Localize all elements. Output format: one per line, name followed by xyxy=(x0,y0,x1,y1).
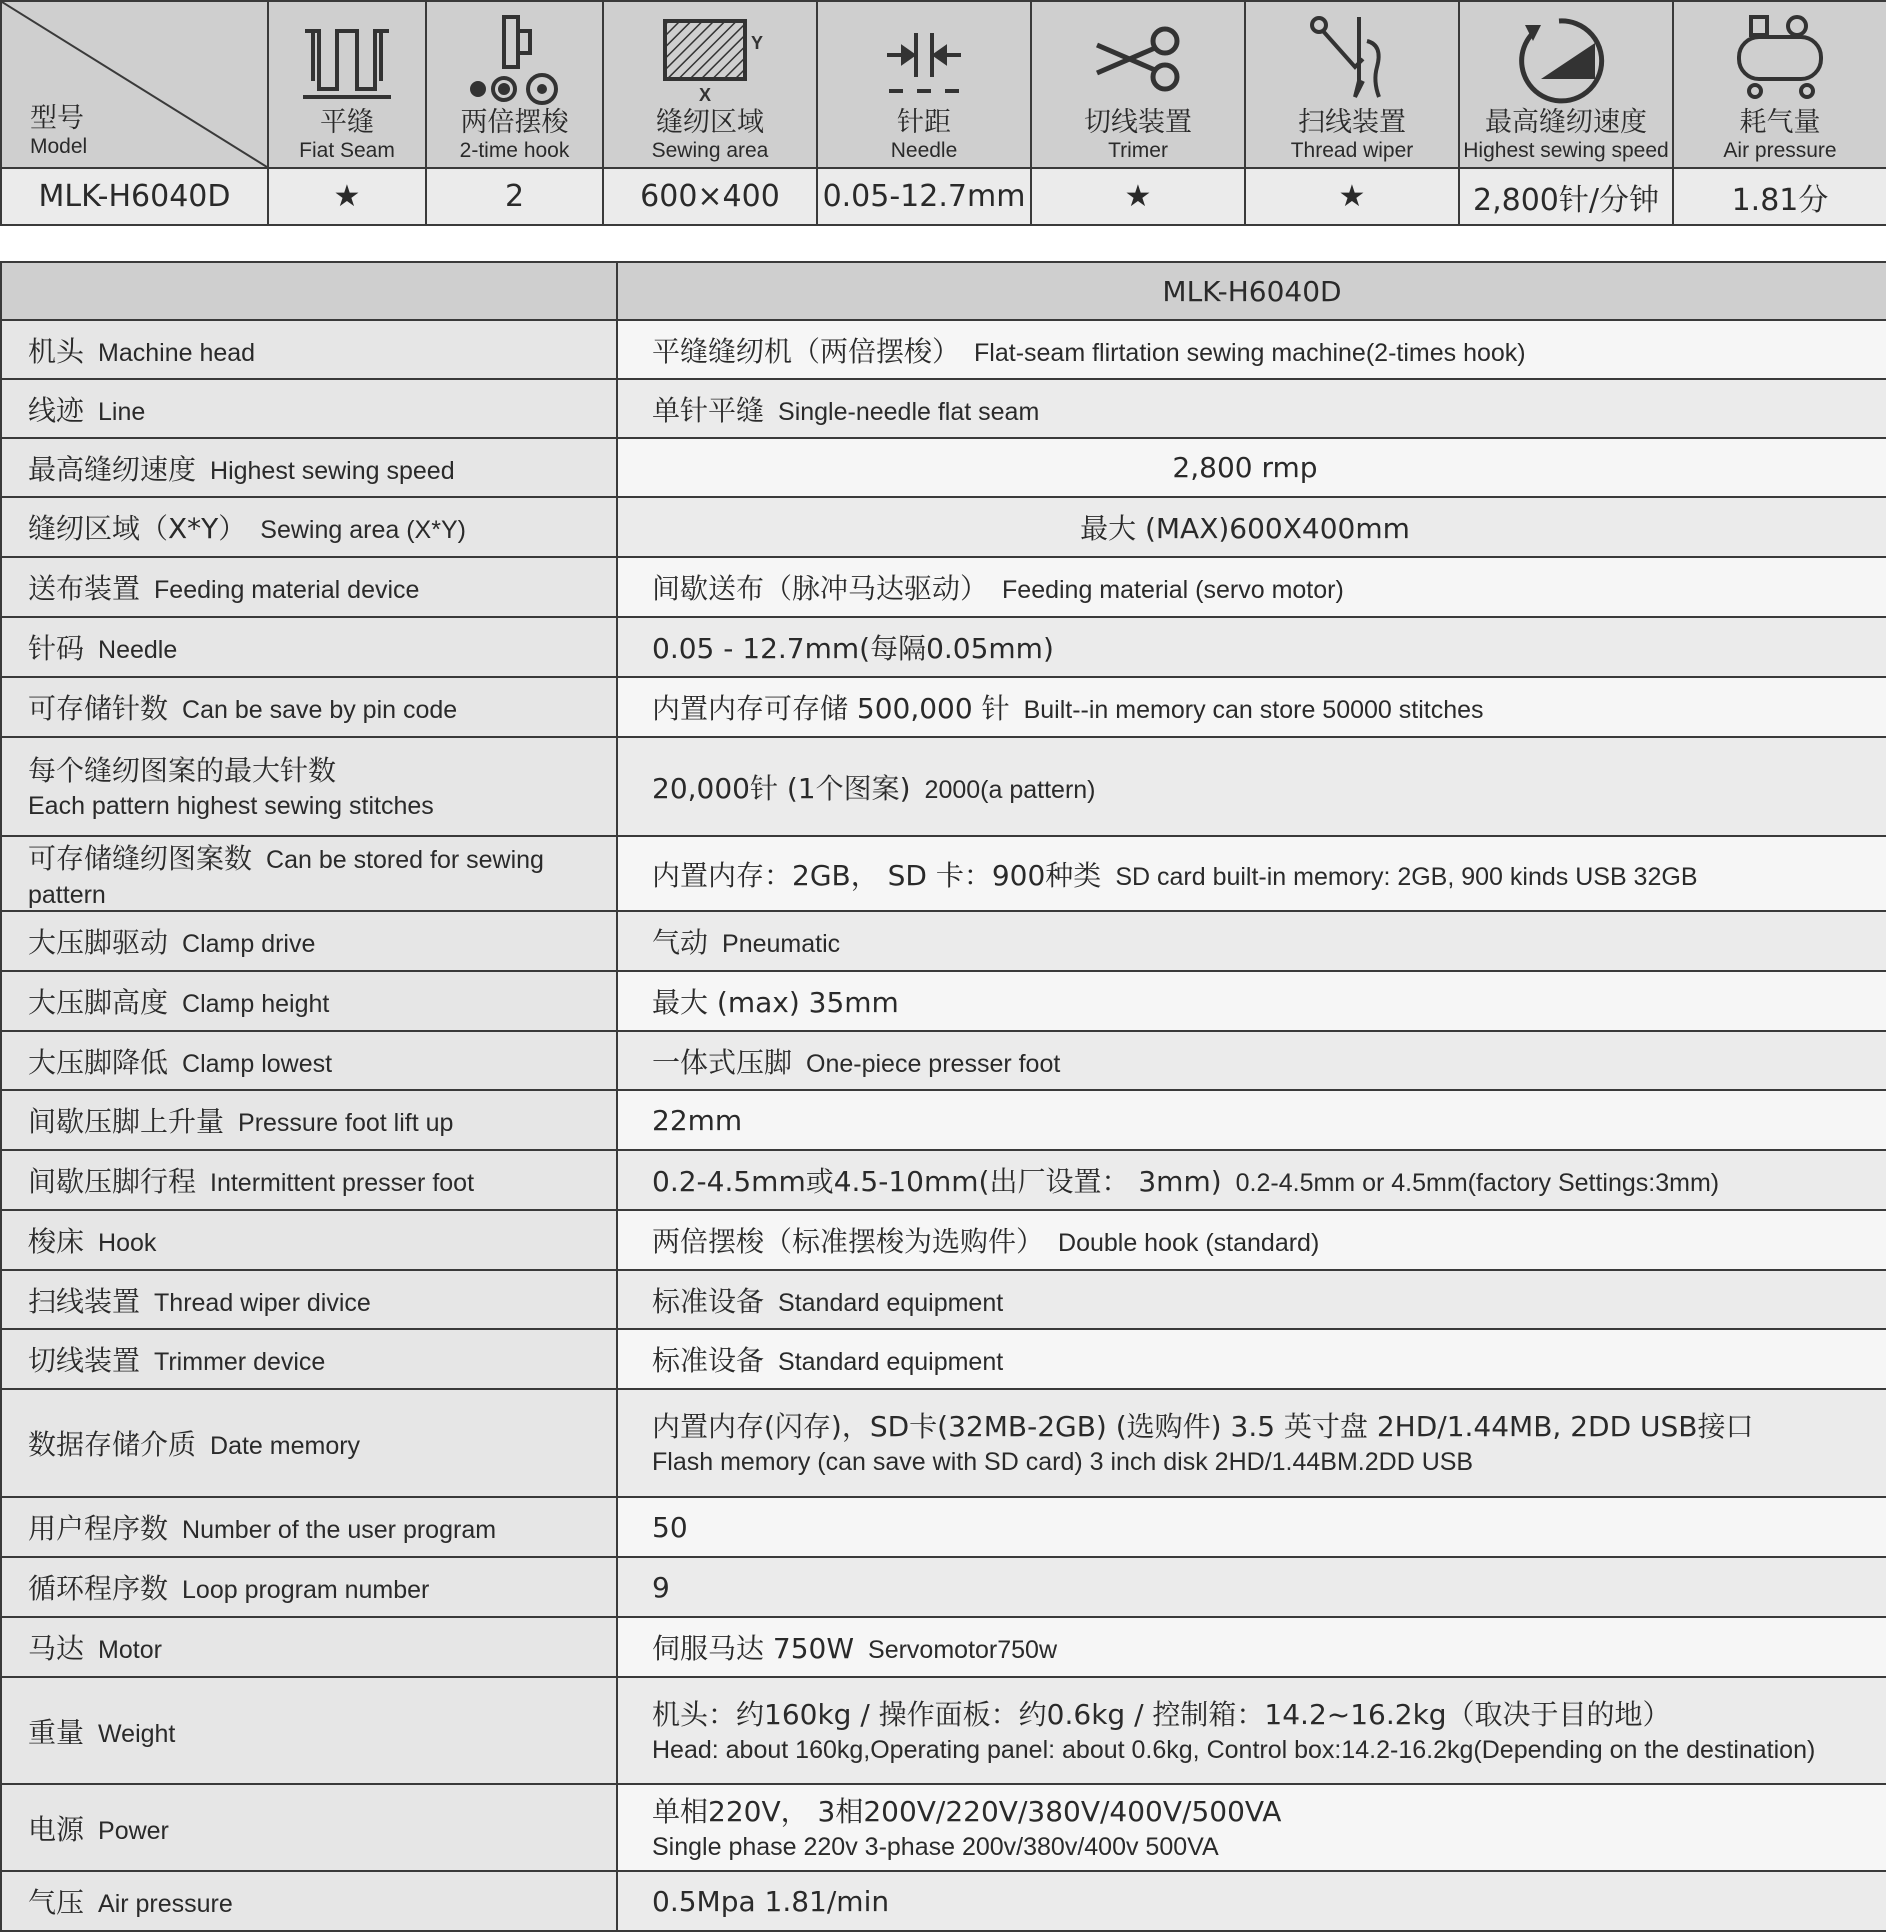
feature-cn: 耗气量 xyxy=(1739,107,1821,138)
spec-label-en: Each pattern highest sewing stitches xyxy=(28,791,434,820)
spec-value-en: Double hook (standard) xyxy=(1058,1229,1320,1257)
model-header-cell xyxy=(1,1,268,168)
spec-value-cell xyxy=(617,1150,1886,1210)
spec-label-cn: 送布装置 xyxy=(28,572,141,605)
spec-header-blank xyxy=(1,262,617,320)
spec-label-en: Can be save by pin code xyxy=(182,696,458,724)
spec-label-cn: 梭床 xyxy=(28,1225,85,1258)
spec-label-cn: 间歇压脚行程 xyxy=(28,1165,197,1198)
speed-gauge-icon xyxy=(1511,11,1621,107)
spec-label-cell xyxy=(1,911,617,971)
spec-value-cell xyxy=(617,497,1886,557)
feature-cn: 两倍摆梭 xyxy=(460,107,569,138)
scissors-icon xyxy=(1083,11,1193,107)
feature-en: Thread wiper xyxy=(1290,139,1414,162)
spec-label-cn: 针码 xyxy=(28,632,85,665)
model-label-cn: 型号 xyxy=(30,103,84,134)
spec-value-cn: 伺服马达 750W xyxy=(652,1632,855,1665)
spec-label-en: Weight xyxy=(98,1719,176,1748)
feature-en: 2-time hook xyxy=(459,139,570,162)
spec-label-en: Sewing area (X*Y) xyxy=(260,516,466,544)
spec-label-cell xyxy=(1,557,617,617)
spec-label-cn: 可存储缝纫图案数 xyxy=(28,842,253,875)
spec-row xyxy=(1,438,1886,497)
spec-label-cn: 大压脚驱动 xyxy=(28,926,169,959)
feature-header-sewing-area xyxy=(603,1,817,168)
spec-table xyxy=(0,261,1886,1932)
feature-en: Trimer xyxy=(1108,139,1168,162)
spec-value-en: Standard equipment xyxy=(778,1348,1004,1376)
spec-label-cell xyxy=(1,1871,617,1931)
spec-label-en: Thread wiper divice xyxy=(154,1288,371,1317)
spec-value-cn: 气动 xyxy=(652,926,709,959)
spec-label-cn: 大压脚降低 xyxy=(28,1045,169,1079)
feature-cn: 扫线装置 xyxy=(1298,107,1406,138)
spec-row xyxy=(1,1617,1886,1677)
spec-label-en: Hook xyxy=(98,1229,157,1257)
air-compressor-icon xyxy=(1725,11,1835,107)
feature-header-flat-seam xyxy=(268,1,426,168)
spec-value-cell xyxy=(617,557,1886,617)
model-value: MLK-H6040D xyxy=(1,168,268,225)
spec-row xyxy=(1,1557,1886,1617)
spec-row xyxy=(1,1389,1886,1497)
spec-value-cell xyxy=(617,1210,1886,1270)
spec-value-cn: 标准设备 xyxy=(652,1284,765,1318)
spec-value-en: Single phase 220v 3-phase 200v/380v/400v 500VA xyxy=(652,1832,1219,1861)
spec-value-cn: 9 xyxy=(652,1570,670,1604)
spec-row xyxy=(1,836,1886,911)
spec-label-cn: 电源 xyxy=(28,1812,85,1846)
spec-value-cell xyxy=(617,971,1886,1031)
spec-value-cell xyxy=(617,911,1886,971)
spec-label-en: Trimmer device xyxy=(154,1348,326,1376)
spec-value-cn: 50 xyxy=(652,1510,688,1544)
spec-value-cn: 一体式压脚 xyxy=(652,1045,793,1079)
spec-value-en: 2000(a pattern) xyxy=(924,775,1096,804)
spec-label-en: Machine head xyxy=(98,338,256,367)
spec-label-en: Intermittent presser foot xyxy=(210,1169,475,1197)
feature-value: 2 xyxy=(426,168,603,225)
flat-seam-icon xyxy=(297,11,397,107)
spec-label-en: Clamp lowest xyxy=(182,1049,333,1078)
thread-wiper-icon xyxy=(1297,11,1407,107)
feature-cn: 针距 xyxy=(897,107,951,138)
spec-label-cell xyxy=(1,1150,617,1210)
spec-row xyxy=(1,971,1886,1031)
spec-value-cell xyxy=(617,737,1886,836)
spec-label-cn: 缝纫区域（X*Y） xyxy=(28,512,247,545)
feature-en: Air pressure xyxy=(1723,139,1837,162)
spec-label-en: Motor xyxy=(98,1636,162,1664)
spec-row xyxy=(1,1784,1886,1871)
spec-value-en: One-piece presser foot xyxy=(806,1049,1061,1078)
feature-value: 2,800针/分钟 xyxy=(1459,168,1673,225)
spec-value-cell xyxy=(617,1497,1886,1557)
spec-row xyxy=(1,1090,1886,1150)
spec-label-cn: 扫线装置 xyxy=(28,1284,141,1318)
spec-label-cn: 可存储针数 xyxy=(28,692,169,725)
spec-label-cell xyxy=(1,677,617,737)
spec-value-cn: 内置内存可存储 500,000 针 xyxy=(652,692,1010,725)
feature-value: ★ xyxy=(1245,168,1459,225)
spec-label-cell xyxy=(1,1557,617,1617)
spec-value-cn: 两倍摆梭（标准摆梭为选购件） xyxy=(652,1225,1045,1258)
spec-value-cn: 最大 (max) 35mm xyxy=(652,986,899,1019)
spec-row xyxy=(1,497,1886,557)
spec-label-cell xyxy=(1,1329,617,1389)
spec-value-cell xyxy=(617,438,1886,497)
spec-value-cell xyxy=(617,1617,1886,1677)
spec-label-cn: 大压脚高度 xyxy=(28,986,169,1019)
spec-row xyxy=(1,677,1886,737)
spec-value-en: 0.2-4.5mm or 4.5mm(factory Settings:3mm) xyxy=(1235,1169,1720,1197)
feature-en: Needle xyxy=(890,139,958,162)
feature-cn: 切线装置 xyxy=(1084,107,1192,138)
spec-label-cell xyxy=(1,1497,617,1557)
spec-value-cell xyxy=(617,320,1886,379)
spec-value-cn: 0.5Mpa 1.81/min xyxy=(652,1884,890,1918)
spec-label-cell xyxy=(1,1617,617,1677)
spec-label-en: Can be stored for sewing pattern xyxy=(28,846,544,909)
spec-label-en: Loop program number xyxy=(182,1576,430,1604)
spec-label-en: Power xyxy=(98,1816,169,1845)
spec-label-cn: 机头 xyxy=(28,334,85,368)
spec-value-cell xyxy=(617,1329,1886,1389)
spec-value-en: Flat-seam flirtation sewing machine(2-times hook) xyxy=(974,338,1526,367)
spec-value-en: Flash memory (can save with SD card) 3 inch disk 2HD/1.44BM.2DD USB xyxy=(652,1448,1474,1476)
feature-value: 0.05-12.7mm xyxy=(817,168,1031,225)
spec-row xyxy=(1,1270,1886,1329)
spec-label-en: Pressure foot lift up xyxy=(238,1109,454,1137)
spec-value-en: Single-needle flat seam xyxy=(778,397,1040,426)
spec-value-cell xyxy=(617,1270,1886,1329)
spec-row xyxy=(1,617,1886,677)
spec-value-en: Servomotor750w xyxy=(868,1636,1058,1664)
spec-value-en: SD card built-in memory: 2GB, 900 kinds USB 32GB xyxy=(1115,862,1698,891)
spec-value-en: Standard equipment xyxy=(778,1288,1004,1317)
feature-header-thread-wiper xyxy=(1245,1,1459,168)
spec-row xyxy=(1,557,1886,617)
spec-row xyxy=(1,1031,1886,1090)
feature-header-air xyxy=(1673,1,1886,168)
spec-value-cn: 内置内存(闪存)，SD卡(32MB-2GB) (选购件) 3.5 英寸盘 2HD/1.44MB, 2DD USB接口 xyxy=(652,1410,1754,1443)
spec-label-en: Air pressure xyxy=(98,1890,233,1918)
spec-label-cn: 循环程序数 xyxy=(28,1572,169,1605)
feature-value: ★ xyxy=(268,168,426,225)
feature-en: Sewing area xyxy=(651,139,769,162)
spec-value-cn: 2,800 rmp xyxy=(1172,451,1318,484)
spec-value-en: Pneumatic xyxy=(722,930,841,958)
spec-label-en: Line xyxy=(98,397,146,426)
spec-label-cell xyxy=(1,1677,617,1784)
spec-label-cell xyxy=(1,497,617,557)
spec-value-cn: 0.05 - 12.7mm(每隔0.05mm) xyxy=(652,632,1054,665)
spec-label-en: Feeding material device xyxy=(154,576,420,604)
spec-row xyxy=(1,737,1886,836)
spec-label-cell xyxy=(1,1090,617,1150)
spec-label-cell xyxy=(1,1270,617,1329)
feature-en: Fiat Seam xyxy=(299,139,395,162)
spec-label-cn: 马达 xyxy=(28,1632,85,1665)
spec-value-cell xyxy=(617,617,1886,677)
spec-value-cell xyxy=(617,1784,1886,1871)
feature-header-hook xyxy=(426,1,603,168)
spec-label-cell xyxy=(1,617,617,677)
spec-row xyxy=(1,379,1886,438)
spec-label-cell xyxy=(1,320,617,379)
feature-en: Highest sewing speed xyxy=(1463,139,1669,162)
spec-header-model: MLK-H6040D xyxy=(617,262,1886,320)
spec-row xyxy=(1,1150,1886,1210)
spec-value-cell xyxy=(617,836,1886,911)
spec-row xyxy=(1,1210,1886,1270)
spec-label-cn: 用户程序数 xyxy=(28,1512,169,1545)
spec-value-cn: 最大 (MAX)600X400mm xyxy=(1080,512,1410,545)
feature-value: ★ xyxy=(1031,168,1245,225)
spec-label-cn: 重量 xyxy=(28,1715,85,1749)
spec-label-cn: 最高缝纫速度 xyxy=(28,452,197,486)
spec-value-cn: 22mm xyxy=(652,1103,743,1137)
sewing-area-icon xyxy=(655,11,765,107)
spec-value-cn: 单相220V， 3相200V/220V/380V/400V/500VA xyxy=(652,1794,1282,1828)
spec-label-cn: 数据存储介质 xyxy=(28,1428,197,1461)
feature-cn: 最高缝纫速度 xyxy=(1485,107,1647,138)
spec-row xyxy=(1,320,1886,379)
spec-label-cell xyxy=(1,1389,617,1497)
spec-label-en: Clamp height xyxy=(182,990,330,1018)
spec-label-cell xyxy=(1,737,617,836)
feature-value: 600×400 xyxy=(603,168,817,225)
spec-value-cn: 内置内存：2GB， SD 卡：900种类 xyxy=(652,858,1102,892)
feature-header-trimmer xyxy=(1031,1,1245,168)
spec-row xyxy=(1,1677,1886,1784)
spec-label-en: Clamp drive xyxy=(182,930,316,958)
feature-header-speed xyxy=(1459,1,1673,168)
spec-row xyxy=(1,1871,1886,1931)
spec-value-cell xyxy=(617,1031,1886,1090)
spec-value-en: Feeding material (servo motor) xyxy=(1002,576,1344,604)
needle-pitch-icon xyxy=(869,11,979,107)
spec-label-cn: 每个缝纫图案的最大针数 xyxy=(28,753,337,787)
spec-label-cn: 气压 xyxy=(28,1886,85,1919)
spec-row xyxy=(1,911,1886,971)
spec-value-cn: 间歇送布（脉冲马达驱动） xyxy=(652,572,989,605)
spec-value-cn: 机头：约160kg / 操作面板：约0.6kg / 控制箱：14.2~16.2kg（取决于目的地） xyxy=(652,1697,1671,1731)
spec-value-cell xyxy=(617,379,1886,438)
svg-text:X: X xyxy=(699,85,712,105)
spec-value-cn: 0.2-4.5mm或4.5-10mm(出厂设置： 3mm) xyxy=(652,1165,1222,1198)
spec-value-cn: 20,000针 (1个图案) xyxy=(652,771,911,805)
spec-value-cell xyxy=(617,1871,1886,1931)
spec-label-cell xyxy=(1,1784,617,1871)
spec-label-en: Highest sewing speed xyxy=(210,456,455,485)
hook-icon xyxy=(460,11,570,107)
spec-label-cell xyxy=(1,438,617,497)
spec-row xyxy=(1,1497,1886,1557)
feature-summary-table xyxy=(0,0,1886,226)
spec-value-cn: 单针平缝 xyxy=(652,393,765,427)
spec-label-cell xyxy=(1,1031,617,1090)
spec-label-en: Date memory xyxy=(210,1432,361,1460)
spec-value-cell xyxy=(617,1090,1886,1150)
feature-cn: 缝纫区域 xyxy=(656,107,764,138)
model-label-en: Model xyxy=(30,135,88,158)
spec-value-cell xyxy=(617,677,1886,737)
spec-row xyxy=(1,1329,1886,1389)
spec-label-cell xyxy=(1,379,617,438)
feature-value: 1.81分 xyxy=(1673,168,1886,225)
spec-value-cn: 平缝缝纫机（两倍摆梭） xyxy=(652,334,961,368)
spec-value-en: Head: about 160kg,Operating panel: about 0.6kg, Control box:14.2-16.2kg(Depending on the destination) xyxy=(652,1735,1816,1764)
feature-header-needle-pitch xyxy=(817,1,1031,168)
spec-label-cell xyxy=(1,1210,617,1270)
spec-label-cn: 线迹 xyxy=(28,393,85,427)
spec-value-cell xyxy=(617,1389,1886,1497)
spec-label-cn: 间歇压脚上升量 xyxy=(28,1105,225,1138)
spec-label-cell xyxy=(1,971,617,1031)
spec-label-en: Number of the user program xyxy=(182,1516,497,1544)
spec-label-cn: 切线装置 xyxy=(28,1344,141,1377)
spec-value-cell xyxy=(617,1677,1886,1784)
spec-value-cn: 标准设备 xyxy=(652,1344,765,1377)
spec-label-en: Needle xyxy=(98,636,178,664)
spec-value-cell xyxy=(617,1557,1886,1617)
feature-cn: 平缝 xyxy=(320,107,374,138)
spec-label-cell xyxy=(1,836,617,911)
spec-value-en: Built--in memory can store 50000 stitches xyxy=(1023,696,1484,724)
svg-text:Y: Y xyxy=(751,33,764,53)
